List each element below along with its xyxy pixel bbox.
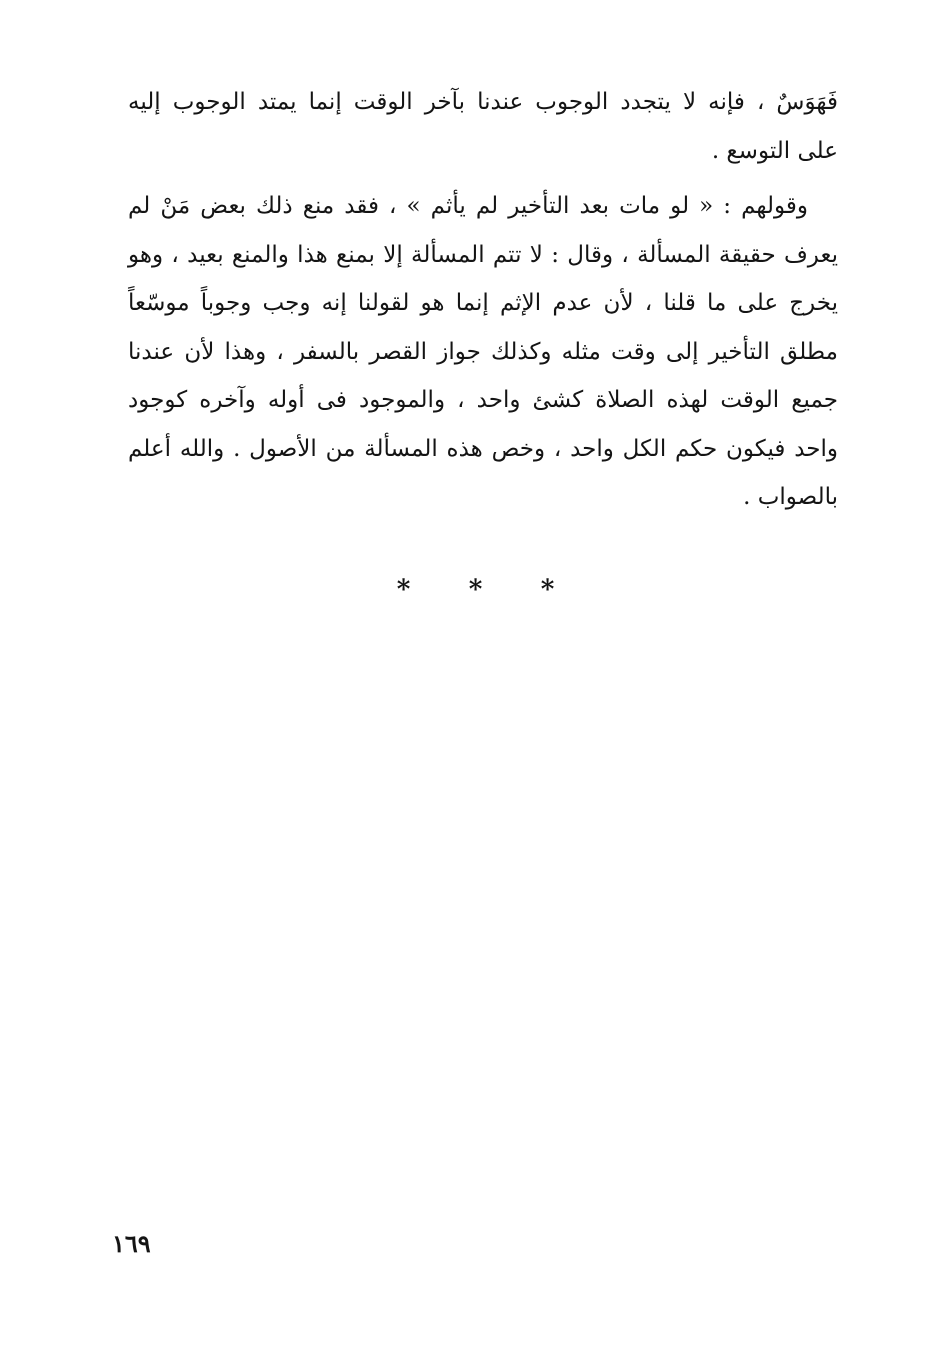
text-line: جميع الوقت لهذه الصلاة كشئ واحد ، والموجود فى أوله وآخره كوجود (128, 387, 838, 413)
text-line: يعرف حقيقة المسألة ، وقال : لا تتم المسألة إلا بمنع هذا والمنع بعيد ، وهو (128, 241, 838, 268)
text-line: وقولهم : « لو مات بعد التأخير لم يأثم » ، فقد منع ذلك بعض مَنْ لم (128, 193, 808, 219)
text-line: يخرج على ما قلنا ، لأن عدم الإثم إنما هو لقولنا إنه وجب وجوباً موسّعاً (128, 290, 838, 316)
paragraph-1 (128, 78, 838, 175)
asterisk-mark: * (540, 575, 555, 605)
section-separator (0, 570, 951, 610)
text-line: على التوسع . (711, 137, 838, 164)
body-text (128, 78, 838, 522)
text-line: بالصواب . (743, 484, 838, 510)
text-line: مطلق التأخير إلى وقت مثله وكذلك جواز القصر بالسفر ، وهذا لأن عندنا (128, 338, 838, 365)
asterisk-mark: * (468, 575, 483, 605)
asterisk-mark: * (396, 575, 411, 605)
page-number: ١٦٩ (112, 1229, 151, 1258)
paragraph-2 (128, 182, 838, 522)
text-line: واحد فيكون حكم الكل واحد ، وخص هذه المسألة من الأصول . والله أعلم (128, 435, 838, 462)
text-line: فَهَوَسٌ ، فإنه لا يتجدد الوجوب عندنا بآخر الوقت إنما يمتد الوجوب إليه (128, 89, 838, 115)
